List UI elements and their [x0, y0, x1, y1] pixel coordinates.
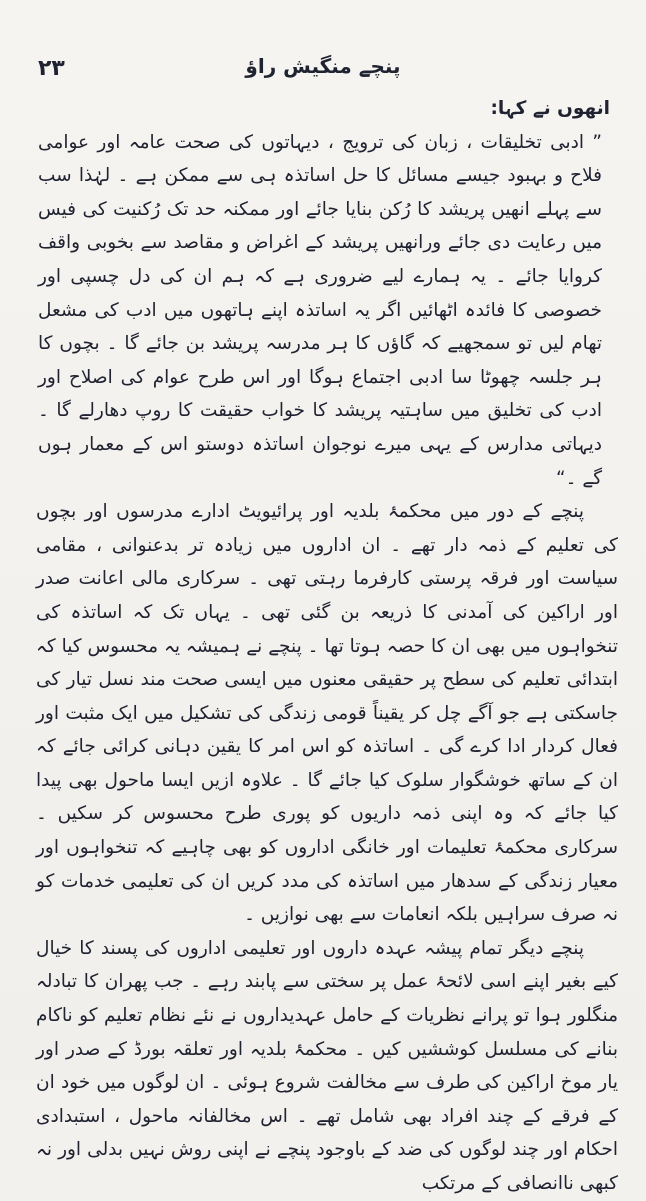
body-text: [36, 92, 618, 1201]
paragraph-2: پنچے دیگر تمام پیشہ عہدہ داروں اور تعلیمی اداروں کی پسند کا خیال کیے بغیر اپنے اسی لائحۂ عمل پر سختی سے پابند رہے ۔ جب پھران کا تبادلہ منگلور ہوا تو پرانے نظریات کے حامل عہدیداروں نے نئے نظام تعلیم کو ناکام بنانے کی مسلسل کوششیں کیں ۔ محکمۂ بلدیہ اور تعلقہ بورڈ کے صدر اور یار موخ اراکین کی طرف سے مخالفت شروع ہوئی ۔ ان لوگوں میں خود ان کے فرقے کے چند افراد بھی شامل تھے ۔ اس مخالفانہ ماحول ، استبدادی احکام اور چند لوگوں کی ضد کے باوجود پنچے نے اپنی روش نہیں بدلی اور نہ کبھی ناانصافی کے مرتکب: [36, 937, 618, 1194]
paragraph-1: پنچے کے دور میں محکمۂ بلدیہ اور پرائیویٹ ادارے مدرسوں اور بچوں کی تعلیم کے ذمہ دار تھے ۔ ان اداروں میں زیادہ تر بدعنوانی ، مقامی سیاست اور فرقہ پرستی کارفرما رہتی تھی ۔ سرکاری مالی اعانت صدر اور اراکین کی آمدنی کا ذریعہ بن گئی تھی ۔ یہاں تک کہ اساتذہ کی تنخواہوں میں بھی ان کا حصہ ہوتا تھا ۔ پنچے نے ہمیشہ یہ محسوس کیا کہ ابتدائی تعلیم کی سطح پر حقیقی معنوں میں ایسی صحت مند نسل تیار کی جاسکتی ہے جو آگے چل کر یقیناً قومی زندگی کی تشکیل میں ایک مثبت اور فعال کردار ادا کرے گی ۔ اساتذہ کو اس امر کا یقین دہانی کرائی جائے کہ ان کے ساتھ خوشگوار سلوک کیا جائے گا ۔ علاوہ ازیں ایسا ماحول بھی پیدا کیا جائے کہ وہ اپنی ذمہ داریوں کو پوری طرح محسوس کر سکیں ۔ سرکاری محکمۂ تعلیمات اور خانگی اداروں کو بھی چاہیے کہ تنخواہوں اور معیار زندگی کے سدھار میں اساتذہ کی مدد کریں ان کی تعلیمی خدمات کو نہ صرف سراہیں بلکہ انعامات سے بھی نوازیں ۔: [36, 501, 618, 926]
running-title: پنچے منگیش راؤ: [245, 54, 401, 78]
quotation-paragraph: ” ادبی تخلیقات ، زبان کی ترویج ، دیہاتوں کی صحت عامہ اور عوامی فلاح و بہبود جیسے مسائل کا حل اساتذہ ہی سے ممکن ہے ۔ لہٰذا سب سے پہلے انھیں پریشد کا رُکن بنایا جائے اور ممکنہ حد تک رُکنیت کی فیس میں رعایت دی جائے ورانھیں پریشد کے اغراض و مقاصد سے بخوبی واقف کروایا جائے ۔ یہ ہمارے لیے ضروری ہے کہ ہم ان کی دل چسپی اور خصوصی کا فائدہ اٹھائیں اگر یہ اساتذہ اپنے ہاتھوں میں ادب کی مشعل تھام لیں تو سمجھیے کہ گاؤں کا ہر مدرسہ پریشد بن جائے گا ۔ بچوں کا ہر جلسہ چھوٹا سا ادبی اجتماع ہوگا اور اس طرح عوام کی اصلاح اور ادب کی تخلیق میں ساہتیہ پریشد کا خواب حقیقت کا روپ دھارلے گا ۔ دیہاتی مدارس کے یہی میرے نوجوان اساتذہ دوستو اس کے معمار ہوں گے ۔“: [38, 131, 602, 489]
page-number: ۲۳: [38, 56, 65, 81]
intro-line: انھوں نے کہا:: [490, 98, 610, 119]
